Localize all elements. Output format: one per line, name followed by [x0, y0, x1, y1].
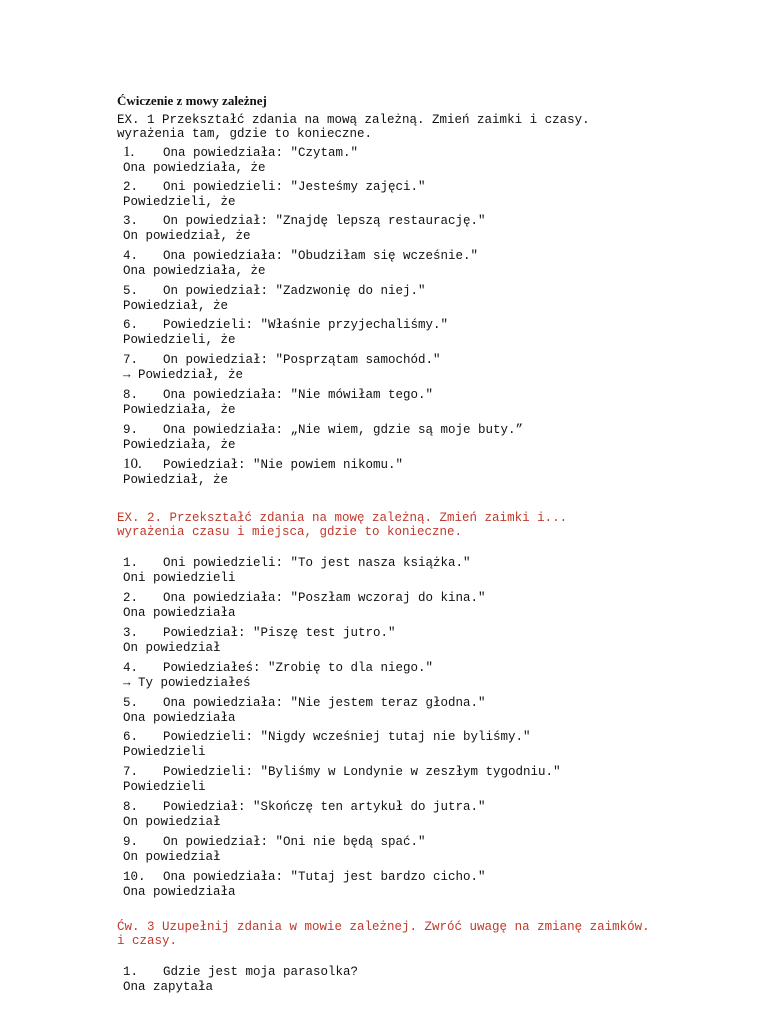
item-sentence: Gdzie jest moja parasolka?: [163, 965, 359, 979]
item-sentence: Powiedzieli: "Byliśmy w Londynie w zeszłym tygodniu.": [163, 765, 561, 780]
ex2-list: [123, 556, 723, 905]
item-sentence: Oni powiedzieli: "Jesteśmy zajęci.": [163, 179, 426, 194]
ex1-item: [123, 145, 723, 180]
ex3-instruction-line: Ćw. 3 Uzupełnij zdania w mowie zależnej. Zwróć uwagę na zmianę zaimków.: [117, 920, 650, 934]
item-number: 9.: [123, 835, 139, 850]
item-sentence: On powiedział: "Posprzątam samochód.": [163, 353, 441, 368]
item-answer-prompt: → Powiedział, że: [123, 368, 244, 383]
item-answer-prompt: Powiedziała, że: [123, 437, 236, 452]
item-answer-prompt: Ona powiedziała: [123, 885, 236, 900]
item-sentence: Ona powiedziała: "Poszłam wczoraj do kina.": [163, 590, 486, 605]
item-answer-prompt: Powiedzieli, że: [123, 333, 236, 348]
item-sentence: On powiedział: "Znajdę lepszą restaurację.": [163, 214, 486, 229]
ex2-instruction-line: wyrażenia czasu i miejsca, gdzie to konieczne.: [117, 525, 463, 539]
ex2-item: [123, 765, 723, 800]
ex1-instruction: [117, 113, 590, 141]
item-number: 10.: [123, 870, 146, 885]
item-number: 9.: [123, 422, 139, 437]
ex2-item: [123, 696, 723, 731]
ex3-item: [123, 965, 723, 1000]
item-sentence: Ona powiedziała: „Nie wiem, gdzie są moje buty.”: [163, 422, 524, 437]
item-sentence: Powiedział: "Piszę test jutro.": [163, 625, 396, 640]
ex2-item: [123, 800, 723, 835]
item-number: 10.: [123, 456, 142, 473]
item-number: 4.: [123, 660, 139, 675]
item-sentence: Ona powiedziała: "Nie jestem teraz głodna.": [163, 695, 486, 710]
item-answer-prompt: Oni powiedzieli: [123, 571, 236, 585]
item-answer-prompt: Powiedzieli: [123, 745, 206, 760]
item-answer-prompt: On powiedział: [123, 815, 221, 830]
item-sentence: Powiedział: "Skończę ten artykuł do jutra.": [163, 800, 486, 815]
item-answer-prompt: On powiedział: [123, 850, 221, 865]
item-number: 6.: [123, 730, 139, 745]
item-number: 6.: [123, 318, 139, 333]
ex2-instruction: [117, 511, 567, 539]
ex1-item: [123, 318, 723, 353]
item-sentence: Powiedzieli: "Właśnie przyjechaliśmy.": [163, 318, 449, 333]
item-sentence: Ona powiedziała: "Czytam.": [163, 146, 359, 160]
item-number: 7.: [123, 765, 139, 780]
item-answer-prompt: Ona powiedziała, że: [123, 161, 266, 175]
ex3-instruction: [117, 920, 650, 948]
ex2-item: [123, 661, 723, 696]
item-sentence: Oni powiedzieli: "To jest nasza książka.": [163, 556, 471, 570]
item-answer-prompt: Powiedzieli, że: [123, 194, 236, 209]
item-answer-prompt: On powiedział, że: [123, 229, 251, 244]
item-answer-prompt: On powiedział: [123, 640, 221, 655]
item-number: 1.: [123, 556, 139, 570]
item-answer-prompt: Powiedziała, że: [123, 402, 236, 417]
ex2-item: [123, 730, 723, 765]
item-number: 5.: [123, 283, 139, 298]
item-answer-prompt: Powiedział, że: [123, 298, 229, 313]
item-number: 1.: [123, 144, 135, 160]
item-number: 1.: [123, 965, 139, 979]
ex2-instruction-line: EX. 2. Przekształć zdania na mowę zależną. Zmień zaimki i...: [117, 511, 568, 525]
item-number: 2.: [123, 590, 139, 605]
ex1-instruction-line: wyrażenia tam, gdzie to konieczne.: [117, 127, 373, 141]
ex1-item: [123, 284, 723, 319]
item-answer-prompt: Powiedzieli: [123, 780, 206, 795]
item-sentence: On powiedział: "Oni nie będą spać.": [163, 835, 426, 850]
item-sentence: Ona powiedziała: "Tutaj jest bardzo cicho.": [163, 870, 486, 885]
item-number: 7.: [123, 353, 139, 368]
ex1-instruction-line: EX. 1 Przekształć zdania na mową zależną. Zmień zaimki i czasy.: [117, 113, 590, 127]
item-sentence: On powiedział: "Zadzwonię do niej.": [163, 283, 426, 298]
item-number: 2.: [123, 179, 139, 194]
ex1-item: [123, 423, 723, 458]
ex1-item: [123, 457, 723, 492]
item-answer-prompt: Powiedział, że: [123, 473, 229, 488]
ex1-item: [123, 214, 723, 249]
ex2-item: [123, 591, 723, 626]
item-sentence: Powiedziałeś: "Zrobię to dla niego.": [163, 660, 434, 675]
ex1-item: [123, 249, 723, 284]
ex2-item: [123, 626, 723, 661]
item-number: 3.: [123, 214, 139, 229]
ex1-item: [123, 353, 723, 388]
ex1-item: [123, 388, 723, 423]
item-answer-prompt: Ona zapytała: [123, 980, 214, 994]
item-sentence: Ona powiedziała: "Obudziłam się wcześnie.": [163, 249, 479, 264]
worksheet-title: Ćwiczenie z mowy zależnej: [117, 93, 267, 108]
item-answer-prompt: → Ty powiedziałeś: [123, 675, 251, 690]
item-answer-prompt: Ona powiedziała: [123, 710, 236, 725]
ex3-list: [123, 965, 723, 1000]
item-number: 5.: [123, 695, 139, 710]
ex3-instruction-line: i czasy.: [117, 934, 178, 948]
item-answer-prompt: Ona powiedziała, że: [123, 264, 266, 279]
item-number: 8.: [123, 800, 139, 815]
ex1-list: [123, 145, 723, 492]
item-number: 4.: [123, 249, 139, 264]
item-number: 3.: [123, 625, 139, 640]
item-sentence: Ona powiedziała: "Nie mówiłam tego.": [163, 387, 434, 402]
ex2-item: [123, 835, 723, 870]
item-number: 8.: [123, 387, 139, 402]
ex2-item: [123, 556, 723, 591]
ex2-item: [123, 870, 723, 905]
item-sentence: Powiedział: "Nie powiem nikomu.": [163, 458, 404, 473]
ex1-item: [123, 180, 723, 215]
item-answer-prompt: Ona powiedziała: [123, 605, 236, 620]
item-sentence: Powiedzieli: "Nigdy wcześniej tutaj nie byliśmy.": [163, 730, 531, 745]
